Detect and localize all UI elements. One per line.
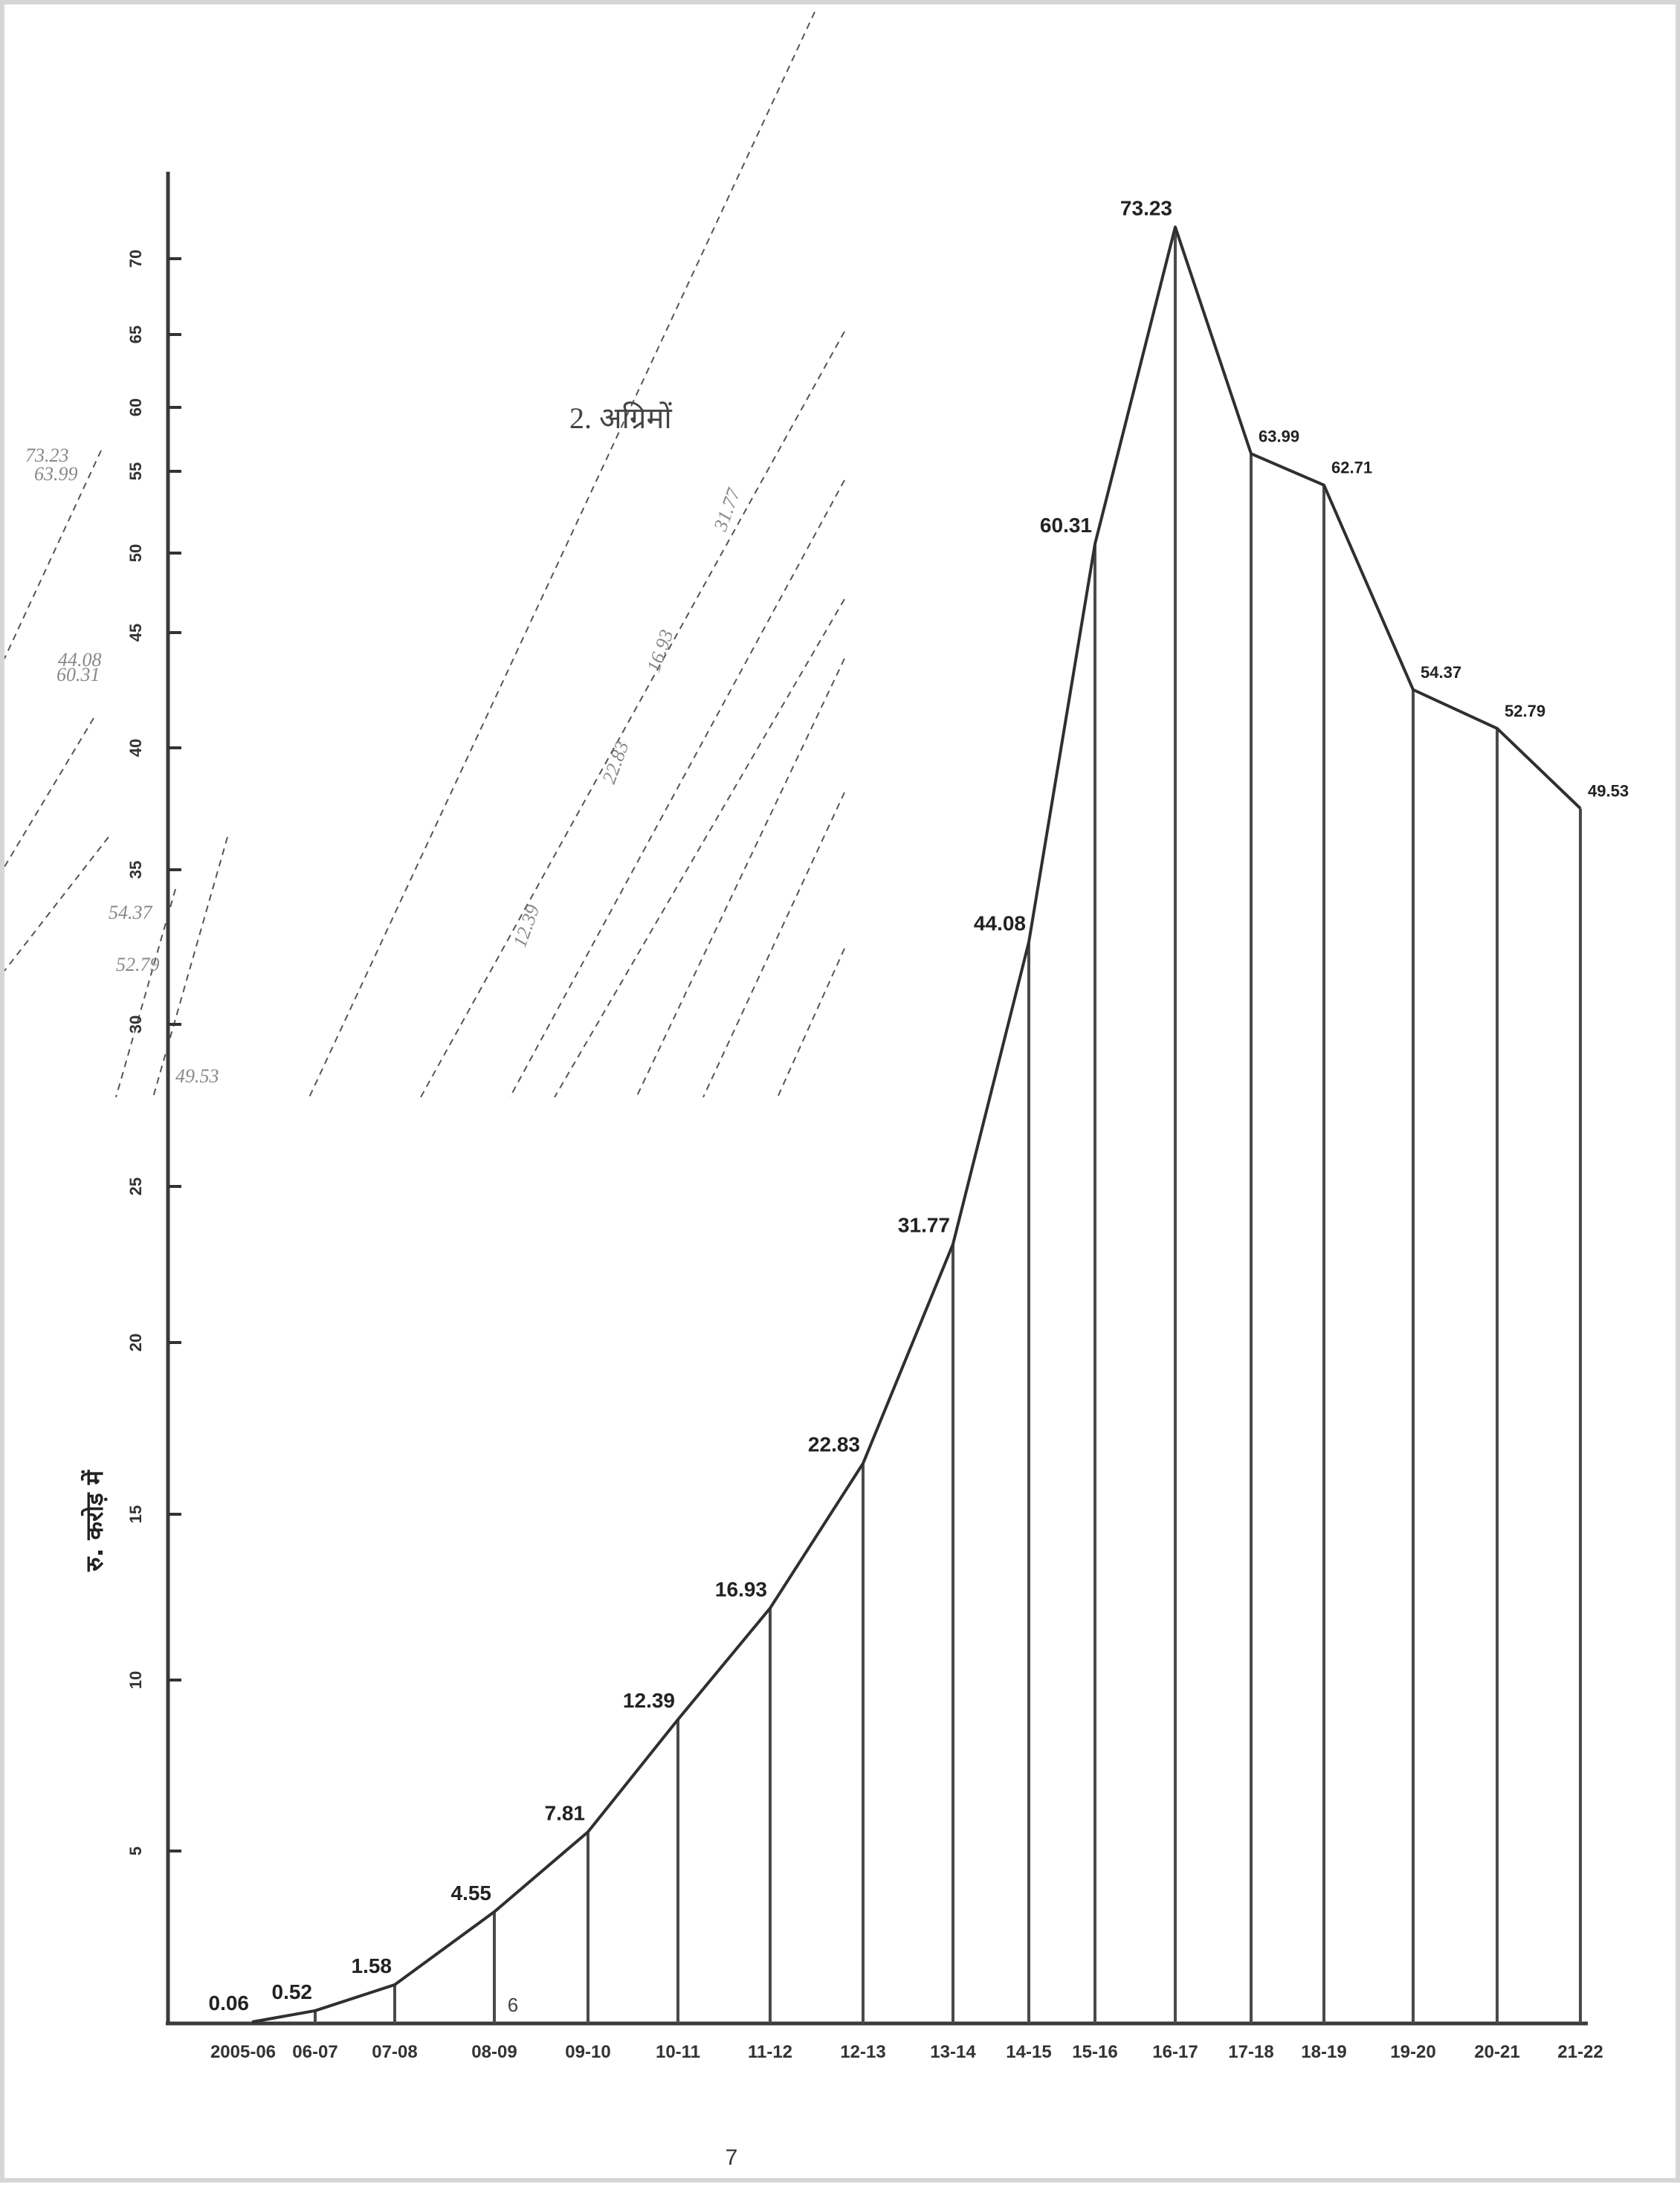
- data-label: 73.23: [1120, 196, 1172, 220]
- data-label: 62.71: [1331, 458, 1373, 477]
- x-tick-label: 09-10: [565, 2042, 611, 2062]
- x-tick-label: 06-07: [292, 2042, 338, 2062]
- y-tick-label: 10: [126, 1670, 145, 1690]
- overlay-label: 60.31: [56, 664, 100, 685]
- axis-note: 6: [507, 1994, 519, 2016]
- data-label: 44.08: [973, 911, 1026, 935]
- x-tick-label: 21-22: [1557, 2042, 1603, 2062]
- page-number: 7: [725, 2145, 738, 2170]
- x-tick-label: 08-09: [471, 2042, 517, 2062]
- x-tick-label: 10-11: [655, 2042, 701, 2062]
- overlay-label: 22.83: [598, 738, 633, 787]
- y-tick-label: 40: [126, 738, 145, 757]
- overlay-label: 49.53: [175, 1065, 219, 1087]
- x-tick-label: 15-16: [1072, 2042, 1118, 2062]
- y-tick-label: 25: [126, 1177, 145, 1196]
- series-line: [252, 227, 1580, 2022]
- data-label: 54.37: [1421, 662, 1462, 682]
- x-tick-label: 11-12: [747, 2042, 793, 2062]
- data-label: 63.99: [1259, 427, 1300, 446]
- x-tick-label: 16-17: [1152, 2042, 1198, 2062]
- data-label: 60.31: [1039, 513, 1092, 537]
- x-tick-labels: [210, 2042, 1603, 2062]
- overlay-label: 31.77: [709, 485, 745, 534]
- data-label: 1.58: [351, 1954, 392, 1977]
- y-tick-label: 60: [126, 398, 145, 417]
- x-tick-label: 18-19: [1301, 2042, 1347, 2062]
- data-label: 0.52: [271, 1980, 312, 2003]
- data-label: 4.55: [450, 1881, 491, 1905]
- vertical-drop-lines: [252, 227, 1580, 2023]
- y-tick-label: 55: [126, 462, 145, 481]
- x-tick-label: 2005-06: [210, 2042, 277, 2062]
- y-tick-label: 70: [126, 249, 145, 268]
- y-tick-label: 35: [126, 860, 145, 879]
- overlay-label: 73.23: [25, 445, 69, 466]
- y-tick-label: 15: [126, 1505, 145, 1524]
- data-label: 31.77: [897, 1213, 950, 1237]
- x-tick-label: 12-13: [840, 2042, 886, 2062]
- chart-area: [4, 4, 1680, 2187]
- y-axis-label: रु. करोड़ में: [80, 1470, 109, 1571]
- data-label: 49.53: [1588, 781, 1629, 801]
- overlay-label: 12.39: [508, 902, 544, 951]
- x-tick-label: 13-14: [930, 2042, 976, 2062]
- y-tick-label: 20: [126, 1333, 145, 1352]
- data-label: 52.79: [1505, 701, 1546, 720]
- x-tick-label: 20-21: [1474, 2042, 1520, 2062]
- overlay-label: 54.37: [109, 902, 152, 923]
- x-tick-label: 19-20: [1390, 2042, 1436, 2062]
- data-label: 7.81: [544, 1801, 585, 1825]
- x-tick-label: 07-08: [372, 2042, 418, 2062]
- y-tick-label: 50: [126, 543, 145, 563]
- data-labels: [209, 196, 1629, 2015]
- overlay-label: 63.99: [34, 463, 78, 485]
- data-label: 16.93: [714, 1577, 767, 1601]
- x-tick-label: 14-15: [1006, 2042, 1052, 2062]
- data-label: 0.06: [208, 1991, 249, 2015]
- data-label: 22.83: [807, 1432, 860, 1456]
- y-tick-label: 65: [126, 325, 145, 344]
- y-tick-label: 30: [126, 1015, 145, 1034]
- overlay-label: 16.93: [642, 627, 678, 676]
- overlay-labels: [25, 445, 745, 1087]
- overlay-label: 44.08: [58, 649, 102, 671]
- y-tick-label: 45: [126, 623, 145, 642]
- data-label: 12.39: [622, 1689, 675, 1713]
- y-tick-label: 5: [126, 1846, 145, 1856]
- x-tick-label: 17-18: [1228, 2042, 1274, 2062]
- overlay-label: 52.79: [116, 954, 160, 975]
- overlay-heading: 2. अग्रिमों: [569, 401, 672, 435]
- y-ticks: [126, 250, 181, 1855]
